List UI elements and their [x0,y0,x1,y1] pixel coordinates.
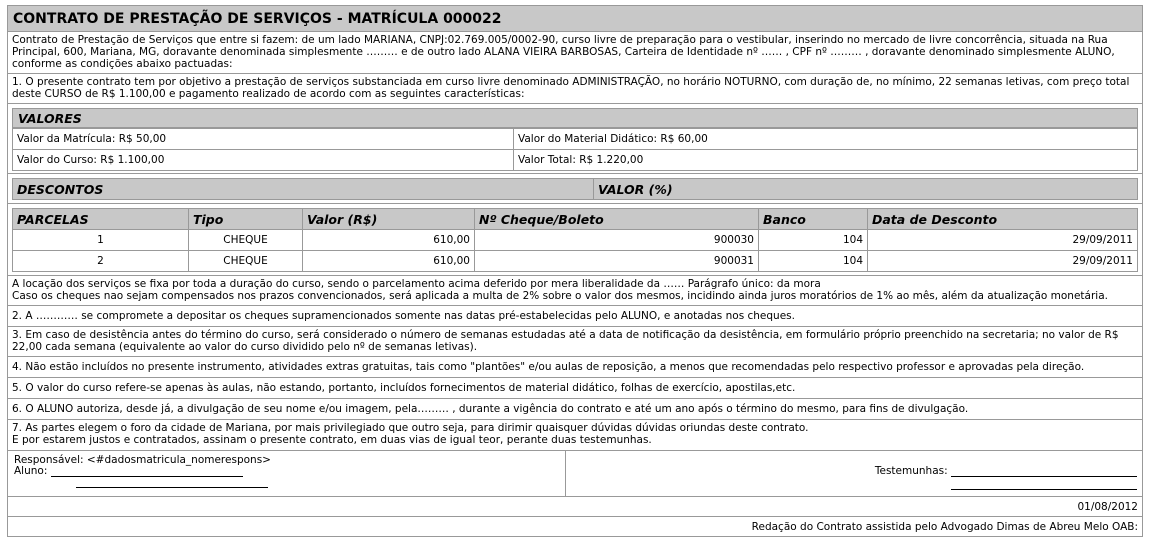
valores-table [12,128,1138,171]
parcela-number: 1 [13,230,189,251]
clause-4: 4. Não estão incluídos no presente instrumento, atividades extras gratuitas, tais como "plantões" e/ou aulas de reposição, a menos que recomendadas pelo respectivo professor e aprovadas pela direção. [7,357,1143,378]
parcela-banco: 104 [759,251,868,272]
parcelas-section [7,204,1143,276]
parcela-cheque: 900030 [475,230,759,251]
descontos-table [12,178,1138,200]
clause-3: 3. Em caso de desistência antes do término do curso, será considerado o número de semanas estudadas até a data de notificação da desistência, em formulário próprio preenchido na secretaria; no valor de R$ 22,00 cada semana (equivalente ao valor do curso dividido pelo nº de semanas letivas). [7,327,1143,357]
col-tipo: Tipo [189,209,303,230]
responsavel-label: Responsável: <#dadosmatricula_nomerespons> [14,454,271,466]
locacao-line-1: A locação dos serviços se fixa por toda a duração do curso, sendo o parcelamento acima deferido por mera liberalidade da …… Parágrafo único: da mora [12,278,821,290]
signature-left [8,451,566,496]
valores-heading: VALORES [12,108,1138,128]
clause-7-line-2: E por estarem justos e contratados, assinam o presente contrato, em duas vias de igual teor, perante duas testemunhas. [12,434,652,446]
table-row [13,251,1138,272]
clause-7-line-1: 7. As partes elegem o foro da cidade de Mariana, por mais privilegiado que outro seja, para dirimir quaisquer dúvidas dúvidas oriundas deste contrato. [12,422,809,434]
testemunhas-label: Testemunhas: [874,465,948,477]
parcela-number: 2 [13,251,189,272]
valor-total: Valor Total: R$ 1.220,00 [514,150,1138,171]
valor-percent-heading: VALOR (%) [594,179,1138,200]
clause-6: 6. O ALUNO autoriza, desde já, a divulgação de seu nome e/ou imagem, pela……… , durante a vigência do contrato e até um ano após o término do mesmo, para fins de divulgação. [7,399,1143,420]
parcelas-table [12,208,1138,272]
contract-document [7,5,1143,537]
parcela-valor: 610,00 [303,251,475,272]
valor-matricula: Valor da Matrícula: R$ 50,00 [13,129,514,150]
locacao-line-2: Caso os cheques nao sejam compensados nos prazos convencionados, será aplicada a multa de 2% sobre o valor dos mesmos, incidindo ainda juros moratórios de 1% ao mês, além da atualização monetária. [12,290,1108,302]
clause-2: 2. A ………… se compromete a depositar os cheques supramencionados somente nas datas pré-estabelecidas pelo ALUNO, e anotadas nos cheques. [7,306,1143,327]
col-banco: Banco [759,209,868,230]
col-data-desconto: Data de Desconto [868,209,1138,230]
contract-title: CONTRATO DE PRESTAÇÃO DE SERVIÇOS - MATRÍCULA 000022 [7,5,1143,32]
contract-date: 01/08/2012 [7,497,1143,517]
parcela-tipo: CHEQUE [189,230,303,251]
testemunha-1-line [951,466,1137,477]
redacao-note: Redação do Contrato assistida pelo Advogado Dimas de Abreu Melo OAB: [7,517,1143,537]
table-row [13,230,1138,251]
signature-right [566,451,1142,496]
descontos-heading: DESCONTOS [13,179,594,200]
signature-section [7,451,1143,497]
clause-1: 1. O presente contrato tem por objetivo a prestação de serviços substanciada em curso livre denominado ADMINISTRAÇÃO, no horário NOTURNO, com duração de, no mínimo, 22 semanas letivas, com preço total deste CURSO de R$ 1.100,00 e pagamento realizado de acordo com as seguintes características: [7,74,1143,104]
descontos-section [7,174,1143,204]
parcela-cheque: 900031 [475,251,759,272]
valor-curso: Valor do Curso: R$ 1.100,00 [13,150,514,171]
aluno-signature-line [51,466,243,477]
clause-5: 5. O valor do curso refere-se apenas às aulas, não estando, portanto, incluídos fornecimentos de material didático, folhas de exercício, apostilas,etc. [7,378,1143,399]
parcela-data: 29/09/2011 [868,251,1138,272]
parcela-banco: 104 [759,230,868,251]
parcela-tipo: CHEQUE [189,251,303,272]
intro-paragraph: Contrato de Prestação de Serviços que entre si fazem: de um lado MARIANA, CNPJ:02.769.005/0002-90, curso livre de preparação para o vestibular, inserindo no mercado de livre concorrência, situada na Rua Principal, 600, Mariana, MG, doravante denominada simplesmente ……… e de outro lado ALANA VIEIRA BARBOSAS, Carteira de Identidade nº …… , CPF nº ……… , doravante denominado simplesmente ALUNO, conforme as condições abaixo pactuadas: [7,32,1143,74]
valor-material: Valor do Material Didático: R$ 60,00 [514,129,1138,150]
locacao-paragraph [7,276,1143,306]
col-parcelas: PARCELAS [13,209,189,230]
clause-7 [7,420,1143,451]
col-cheque: Nº Cheque/Boleto [475,209,759,230]
valores-section [7,104,1143,174]
parcela-valor: 610,00 [303,230,475,251]
col-valor: Valor (R$) [303,209,475,230]
parcela-data: 29/09/2011 [868,230,1138,251]
aluno-label: Aluno: [14,465,48,477]
responsavel-signature-line [76,477,268,488]
testemunha-2-line [951,479,1137,490]
parcelas-header-row [13,209,1138,230]
